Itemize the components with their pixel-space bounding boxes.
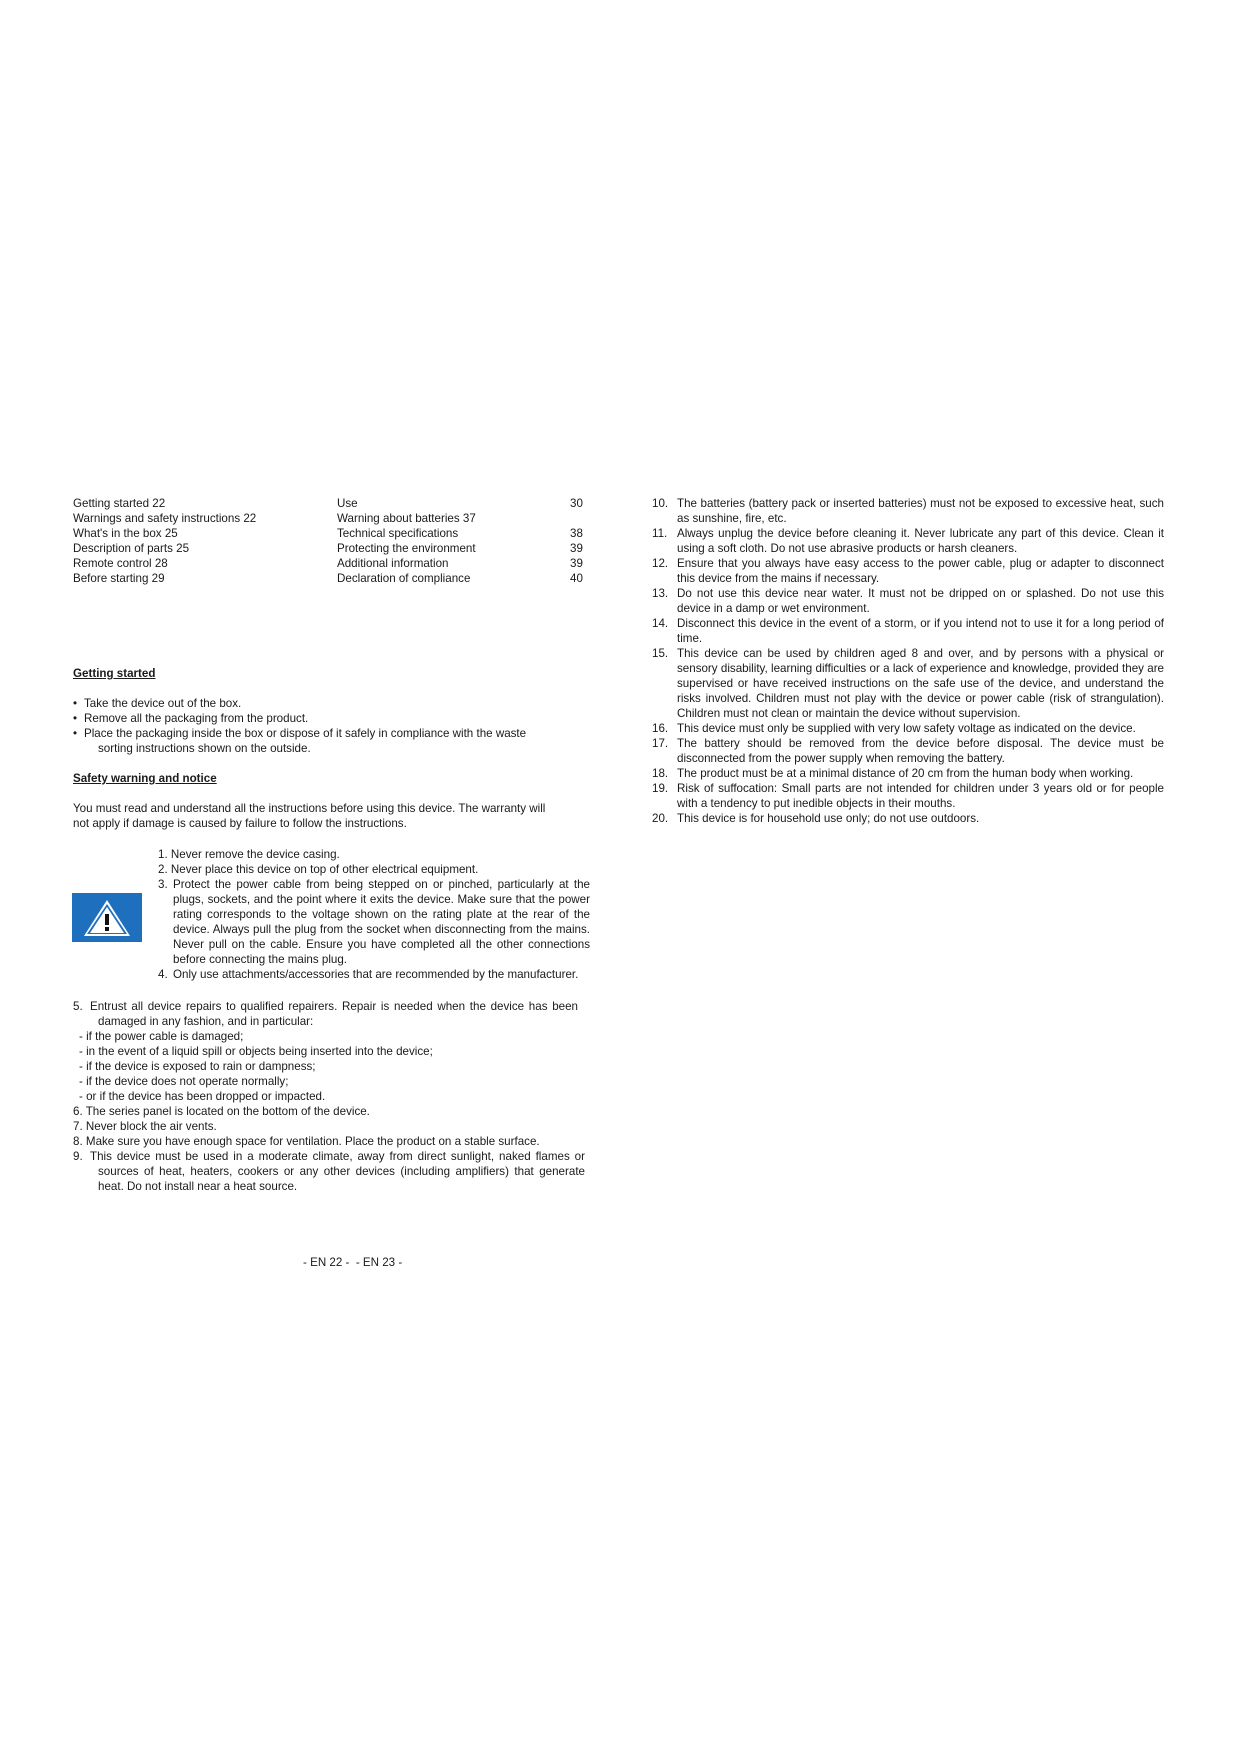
list-item: 20. This device is for household use only; do not use outdoors. [652,812,980,825]
toc-entry[interactable]: Protecting the environment [337,542,476,555]
list-item: 11. Always unplug the device before cleaning it. Never lubricate any part of this device. Clean it using a soft cloth. Do not use abrasive products or harsh cleaners. [652,527,1164,555]
list-item: 8. Make sure you have enough space for ventilation. Place the product on a stable surface. [73,1135,540,1148]
list-item: 2. Never place this device on top of other electrical equipment. [158,863,479,876]
warning-triangle-icon [72,893,142,942]
list-item: 16. This device must only be supplied with very low safety voltage as indicated on the device. [652,722,1136,735]
toc-entry[interactable]: Description of parts 25 [73,542,190,555]
getting-started-bullets [73,696,603,756]
list-item: 15. This device can be used by children aged 8 and over, and by persons with a physical or sensory disability, learning difficulties or a lack of experience and knowledge, provided they are supervised or have received instructions on the safe use of the device, and understand the risks involved. Children must not play with the device or power cable (risk of strangulation). Children must not clean or maintain the device without supervision. [652,647,1164,720]
getting-started-heading: Getting started [73,667,156,680]
toc-entry[interactable]: Getting started 22 [73,497,166,510]
list-item: 5. Entrust all device repairs to qualified repairers. Repair is needed when the device has been damaged in any fashion, and in particular: [73,1000,578,1028]
sub-list [79,1029,559,1104]
list-item: 9. This device must be used in a moderate climate, away from direct sunlight, naked flames or sources of heat, heaters, cookers or any other devices (including amplifiers) that generate heat. Do not install near a heat source. [73,1150,585,1193]
list-item: 7. Never block the air vents. [73,1120,217,1133]
list-item: • Take the device out of the box. [73,697,242,710]
list-item: 17. The battery should be removed from the device before disposal. The device must be disconnected from the power supply when removing the battery. [652,737,1164,765]
toc-entry[interactable]: Remote control 28 [73,557,168,570]
list-item: • Place the packaging inside the box or dispose of it safely in compliance with the waste [73,727,527,740]
list-item: 14. Disconnect this device in the event of a storm, or if you intend not to use it for a long period of time. [652,617,1164,645]
toc-page-number: 39 [570,542,583,555]
list-item: - if the device does not operate normally; [79,1075,289,1088]
toc-entry[interactable]: Warning about batteries 37 [337,512,476,525]
toc-entry[interactable]: Warnings and safety instructions 22 [73,512,257,525]
list-item: 3. Protect the power cable from being stepped on or pinched, particularly at the plugs, sockets, and the point where it exits the device. Make sure that the power rating corresponds to the voltage shown on the rating plate at the rear of the device. Always pull the plug from the socket when disconnecting from the mains. Never pull on the cable. Ensure you have completed all the other connections before connecting the mains plug. [158,878,590,966]
safety-list-left [73,1104,585,1194]
list-item: - if the power cable is damaged; [79,1030,244,1043]
toc-page-number: 40 [570,572,583,585]
list-item: • Remove all the packaging from the product. [73,712,309,725]
list-item: 10. The batteries (battery pack or inserted batteries) must not be exposed to excessive heat, such as sunshine, fire, etc. [652,497,1164,525]
safety-list-right [652,496,1164,826]
list-item: 12. Ensure that you always have easy access to the power cable, plug or adapter to disconnect this device from the mains if necessary. [652,557,1164,585]
list-item: 19. Risk of suffocation: Small parts are not intended for children under 3 years old or for people with a tendency to put inedible objects in their mouths. [652,782,1164,810]
toc-page-number: 39 [570,557,583,570]
toc-entry[interactable]: Additional information [337,557,449,570]
toc-entry[interactable]: Before starting 29 [73,572,165,585]
toc-entry[interactable]: Use [337,497,358,510]
page-number-footer: - EN 22 - - EN 23 - [303,1256,403,1269]
toc-entry[interactable]: What's in the box 25 [73,527,178,540]
safety-list-indented [158,847,590,982]
list-item: 13. Do not use this device near water. It must not be dripped on or splashed. Do not use this device in a damp or wet environment. [652,587,1164,615]
list-item: - in the event of a liquid spill or objects being inserted into the device; [79,1045,433,1058]
list-item: 18. The product must be at a minimal distance of 20 cm from the human body when working. [652,767,1134,780]
list-item: 1. Never remove the device casing. [158,848,340,861]
list-item: - if the device is exposed to rain or dampness; [79,1060,316,1073]
list-item: 4. Only use attachments/accessories that are recommended by the manufacturer. [158,968,579,981]
safety-intro-line: not apply if damage is caused by failure to follow the instructions. [73,817,407,830]
toc-entry[interactable]: Declaration of compliance [337,572,471,585]
toc-page-number: 38 [570,527,583,540]
safety-heading: Safety warning and notice [73,772,217,785]
toc-page-number: 30 [570,497,583,510]
list-item-continuation: sorting instructions shown on the outside. [98,742,311,755]
toc-entry[interactable]: Technical specifications [337,527,459,540]
list-item: - or if the device has been dropped or impacted. [79,1090,326,1103]
safety-intro-line: You must read and understand all the instructions before using this device. The warranty will [73,802,546,815]
list-item: 6. The series panel is located on the bottom of the device. [73,1105,370,1118]
